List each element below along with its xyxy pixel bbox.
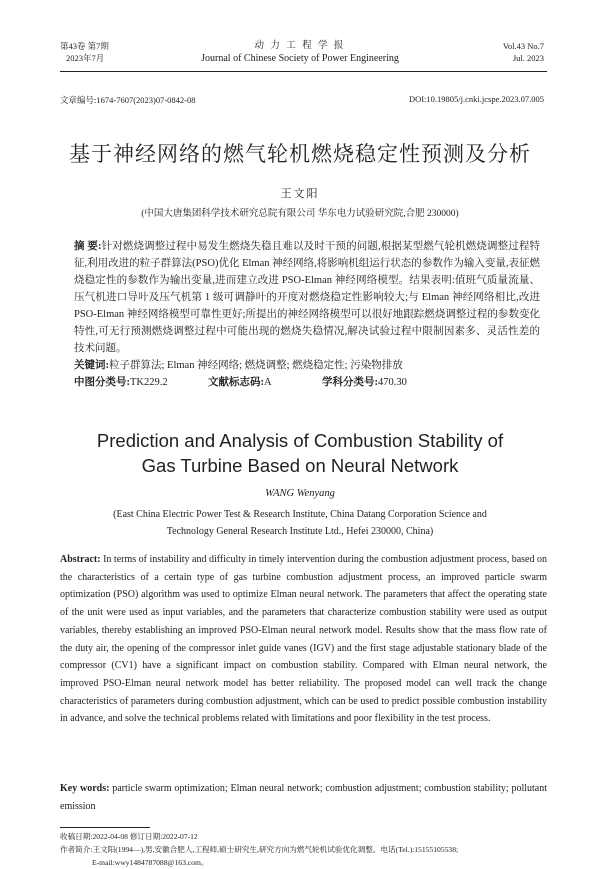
document-code-value: A	[264, 377, 272, 388]
author-en: WANG Wenyang	[265, 488, 335, 499]
date-en: Jul. 2023	[512, 53, 544, 63]
author-cn: 王文阳	[280, 188, 320, 200]
abstract-cn	[74, 238, 540, 357]
keywords-en	[60, 780, 547, 815]
footnote	[60, 830, 547, 869]
doi: DOI:10.19805/j.cnki.jcspe.2023.07.005	[408, 94, 544, 104]
abstract-text-en: In terms of instability and difficulty in timely intervention during the combustion adjustment process, based on the characteristics of a certain type of gas turbine combustion adjustment process, an improved particle swarm optimization (PSO) algorithm was used to optimize Elman neural network. The parameters that affect the operating state of the unit were used as input variables, and the parameters that characterize combustion stability were used as output variables, thereby establishing an improved PSO-Elman neural network model. Results show that the mass flow rate of the duty air, the opening of the compressor inlet guide vanes (IGV) and the first stage adjustable stationary blade of the compressor (CV1) have a significant impact on combustion stability. Compared with Elman neural network, the improved PSO-Elman neural network model has better reliability. The proposed model can well track the change characteristics of parameters during combustion adjustment, which can be used to predict possible combustion instability in advance, and solve the technical problems related with limitations and poor flexibility in the test process.	[60, 554, 547, 725]
title-en	[0, 428, 600, 478]
clc-value: TK229.2	[130, 377, 168, 388]
keywords-label-en: Key words:	[60, 783, 110, 794]
subject-code-value: 470.30	[378, 377, 407, 388]
article-number: 文章编号:1674-7607(2023)07-0842-08	[60, 95, 196, 105]
journal-name-cn: 动 力 工 程 学 报	[254, 41, 346, 51]
footnote-rule	[60, 827, 150, 828]
abstract-text-cn: 针对燃烧调整过程中易发生燃烧失稳且难以及时干预的问题,根据某型燃气轮机燃烧调整过程特征,利用改进的粒子群算法(PSO)优化 Elman 神经网络,将影响机组运行状态的参数作为输入变量,表征燃烧稳定性的参数作为输出变量,进而建立改进 PSO-Elman 神经网络模型。结果表明:值班气质量流量、压气机进口导叶及压气机第 1 级可调静叶的开度对燃烧稳定性影响较大;与 Elman 神经网络相比,改进 PSO-Elman 神经网络模型可靠性更好;所提出的神经网络模型可以很好地跟踪燃烧调整过程的参数变化特性,可无行预测燃烧调整过程中可能出现的燃烧失稳情况,解决试验过程中限制因素多、灵活性差的技术问题。	[74, 241, 541, 354]
subject-code	[322, 374, 407, 391]
abstract-label-en: Abstract:	[60, 554, 101, 565]
clc-label: 中图分类号:	[74, 377, 130, 388]
affiliation-en-line2: Technology General Research Institute Ltd., Hefei 230000, China)	[166, 526, 434, 537]
document-code	[208, 374, 272, 391]
affiliation-en	[0, 506, 600, 540]
date-cn: 2023年7月	[66, 53, 105, 63]
keywords-text-cn: 粒子群算法; Elman 神经网络; 燃烧调整; 燃烧稳定性; 污染物排放	[109, 360, 403, 371]
header-rule	[60, 71, 547, 72]
abstract-en	[60, 551, 547, 728]
affiliation-cn: (中国大唐集团科学技术研究总院有限公司 华东电力试验研究院,合肥 230000)	[141, 209, 459, 219]
received-dates: 收稿日期:2022-04-08 修订日期:2022-07-12	[60, 832, 198, 841]
author-bio: 作者简介:王文阳(1994—),男,安徽合肥人,工程师,硕士研究生,研究方向为燃气轮机试验优化调整。电话(Tel.):15155105538;	[60, 845, 459, 854]
clc-number	[74, 374, 168, 391]
abstract-label-cn: 摘 要:	[74, 241, 102, 252]
volume-issue-cn: 第43卷 第7期	[60, 41, 109, 51]
keywords-text-en: particle swarm optimization; Elman neural network; combustion adjustment; combustion stability; pollutant emission	[60, 783, 547, 812]
volume-issue-en: Vol.43 No.7	[502, 41, 544, 51]
keywords-cn	[74, 357, 540, 374]
document-code-label: 文献标志码:	[208, 377, 264, 388]
author-email: E-mail:wwy1484787088@163.com。	[92, 858, 209, 867]
title-en-line2: Gas Turbine Based on Neural Network	[141, 455, 459, 476]
keywords-label-cn: 关键词:	[74, 360, 109, 371]
affiliation-en-line1: (East China Electric Power Test & Research Institute, China Datang Corporation Science and	[113, 509, 487, 520]
subject-code-label: 学科分类号:	[322, 377, 378, 388]
title-en-line1: Prediction and Analysis of Combustion Stability of	[96, 430, 504, 451]
journal-name-en: Journal of Chinese Society of Power Engineering	[201, 53, 399, 64]
title-cn: 基于神经网络的燃气轮机燃烧稳定性预测及分析	[69, 142, 531, 166]
